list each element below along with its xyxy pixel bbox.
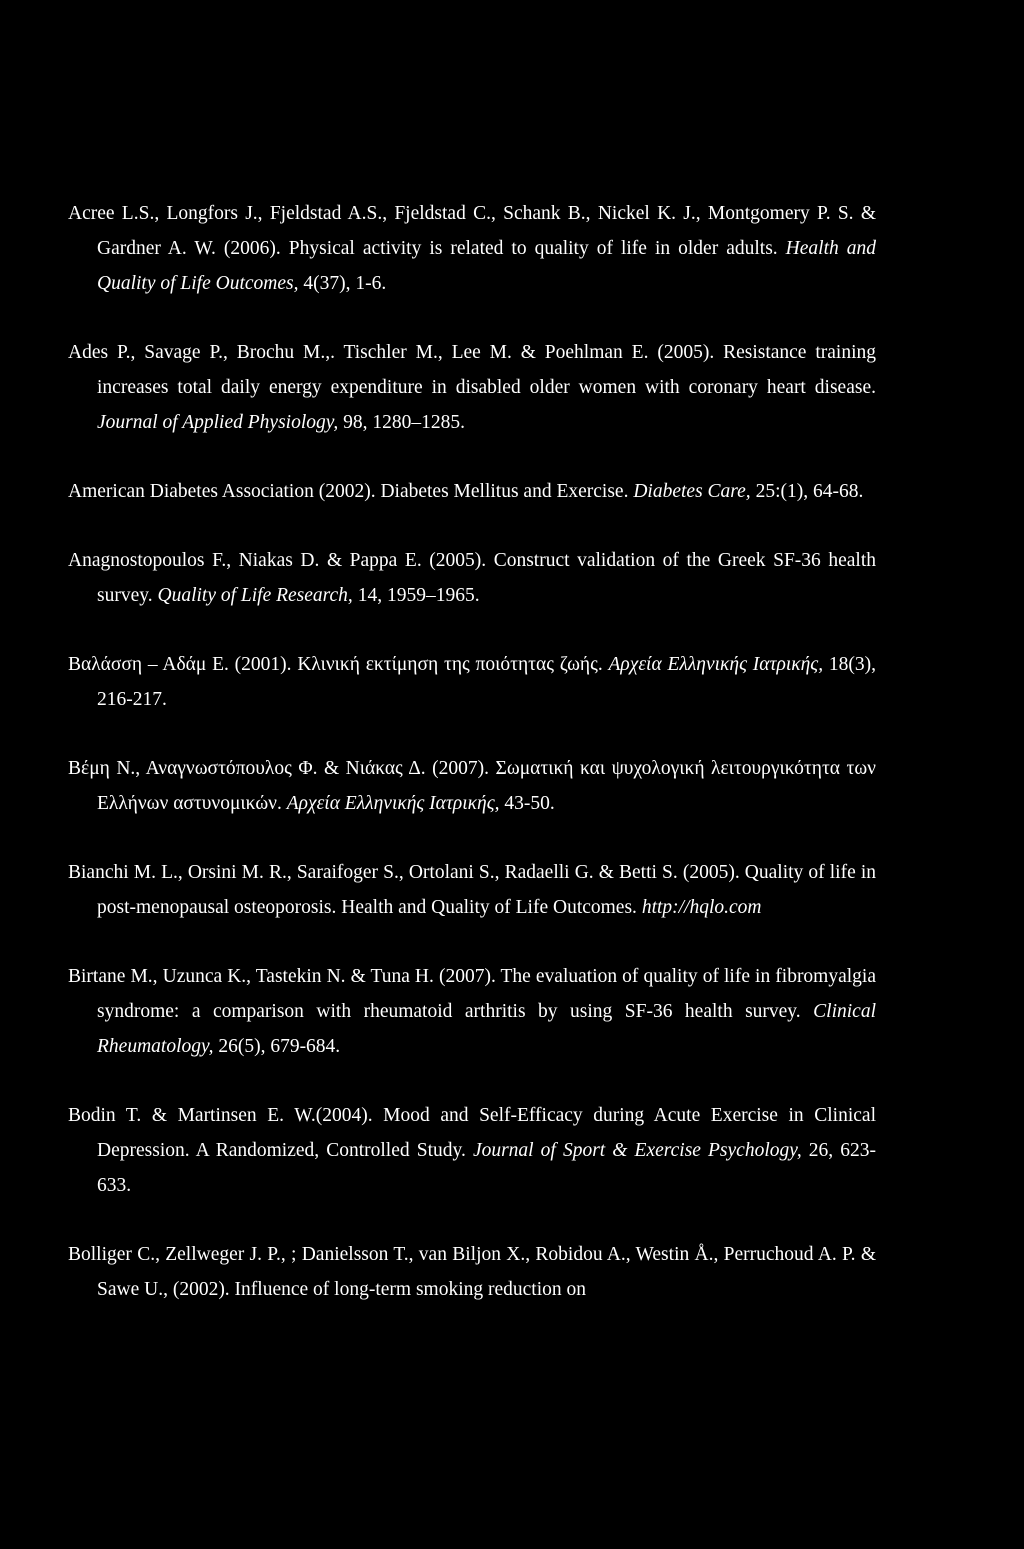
- reference-entry: [68, 543, 876, 613]
- reference-url-link[interactable]: http://hqlo.com: [641, 897, 762, 918]
- reference-entry: [68, 959, 876, 1064]
- reference-details: 43-50.: [499, 793, 555, 814]
- reference-list: [68, 196, 876, 1341]
- reference-entry: [68, 647, 876, 717]
- reference-text: Bolliger C., Zellweger J. P., ; Danielsson T., van Biljon X., Robidou A., Westin Å., Perruchoud A. P. & Sawe U., (2002). Influence of long-term smoking reduction on: [68, 1244, 876, 1300]
- reference-text: Βαλάσση – Αδάμ Ε. (2001). Κλινική εκτίμηση της ποιότητας ζωής.: [68, 654, 609, 675]
- reference-text: Ades P., Savage P., Brochu M.,. Tischler M., Lee M. & Poehlman E. (2005). Resistance training increases total daily energy expenditure in disabled older women with coronary heart disease.: [68, 342, 876, 398]
- reference-entry: [68, 335, 876, 440]
- journal-title: Αρχεία Ελληνικής Ιατρικής,: [286, 793, 500, 814]
- reference-details: 26, 623-633.: [97, 1140, 877, 1196]
- journal-title: Quality of Life Research,: [157, 585, 353, 606]
- journal-title: Αρχεία Ελληνικής Ιατρικής,: [608, 654, 824, 675]
- journal-title: Journal of Sport & Exercise Psychology,: [472, 1140, 802, 1161]
- journal-title: Clinical Rheumatology,: [97, 1001, 876, 1057]
- reference-text: Βέμη Ν., Αναγνωστόπουλος Φ. & Νιάκας Δ. (2007). Σωματική και ψυχολογική λειτουργικότητα των Ελλήνων αστυνομικών.: [68, 758, 876, 814]
- reference-text: Bianchi M. L., Orsini M. R., Saraifoger S., Ortolani S., Radaelli G. & Betti S. (2005). Quality of life in post-menopausal osteoporosis. Health and Quality of Life Outcomes.: [68, 862, 876, 918]
- reference-details: 4(37), 1-6.: [298, 273, 387, 294]
- reference-details: 18(3), 216-217.: [97, 654, 876, 710]
- reference-text: Acree L.S., Longfors J., Fjeldstad A.S., Fjeldstad C., Schank B., Nickel K. J., Montgomery P. S. & Gardner A. W. (2006). Physical activity is related to quality of life in older adults.: [68, 203, 876, 259]
- reference-text: Bodin T. & Martinsen E. W.(2004). Mood and Self-Efficacy during Acute Exercise in Clinical Depression. A Randomized, Controlled Study.: [68, 1105, 876, 1161]
- reference-entry: [68, 855, 876, 925]
- journal-title: Diabetes Care,: [633, 481, 751, 502]
- reference-entry: [68, 474, 876, 509]
- reference-details: 26(5), 679-684.: [213, 1036, 341, 1057]
- reference-details: 25:(1), 64-68.: [750, 481, 864, 502]
- reference-entry: [68, 751, 876, 821]
- reference-details: 14, 1959–1965.: [352, 585, 480, 606]
- reference-text: Anagnostopoulos F., Niakas D. & Pappa E. (2005). Construct validation of the Greek SF-36 health survey.: [68, 550, 876, 606]
- reference-entry: [68, 1098, 876, 1203]
- journal-title: Journal of Applied Physiology,: [97, 412, 339, 433]
- reference-entry: [68, 196, 876, 301]
- reference-details: 98, 1280–1285.: [338, 412, 465, 433]
- reference-entry: [68, 1237, 876, 1307]
- reference-text: Birtane M., Uzunca K., Tastekin N. & Tuna H. (2007). The evaluation of quality of life in fibromyalgia syndrome: a comparison with rheumatoid arthritis by using SF-36 health survey.: [68, 966, 876, 1022]
- reference-text: American Diabetes Association (2002). Diabetes Mellitus and Exercise.: [68, 481, 634, 502]
- journal-title: Health and Quality of Life Outcomes,: [97, 238, 876, 294]
